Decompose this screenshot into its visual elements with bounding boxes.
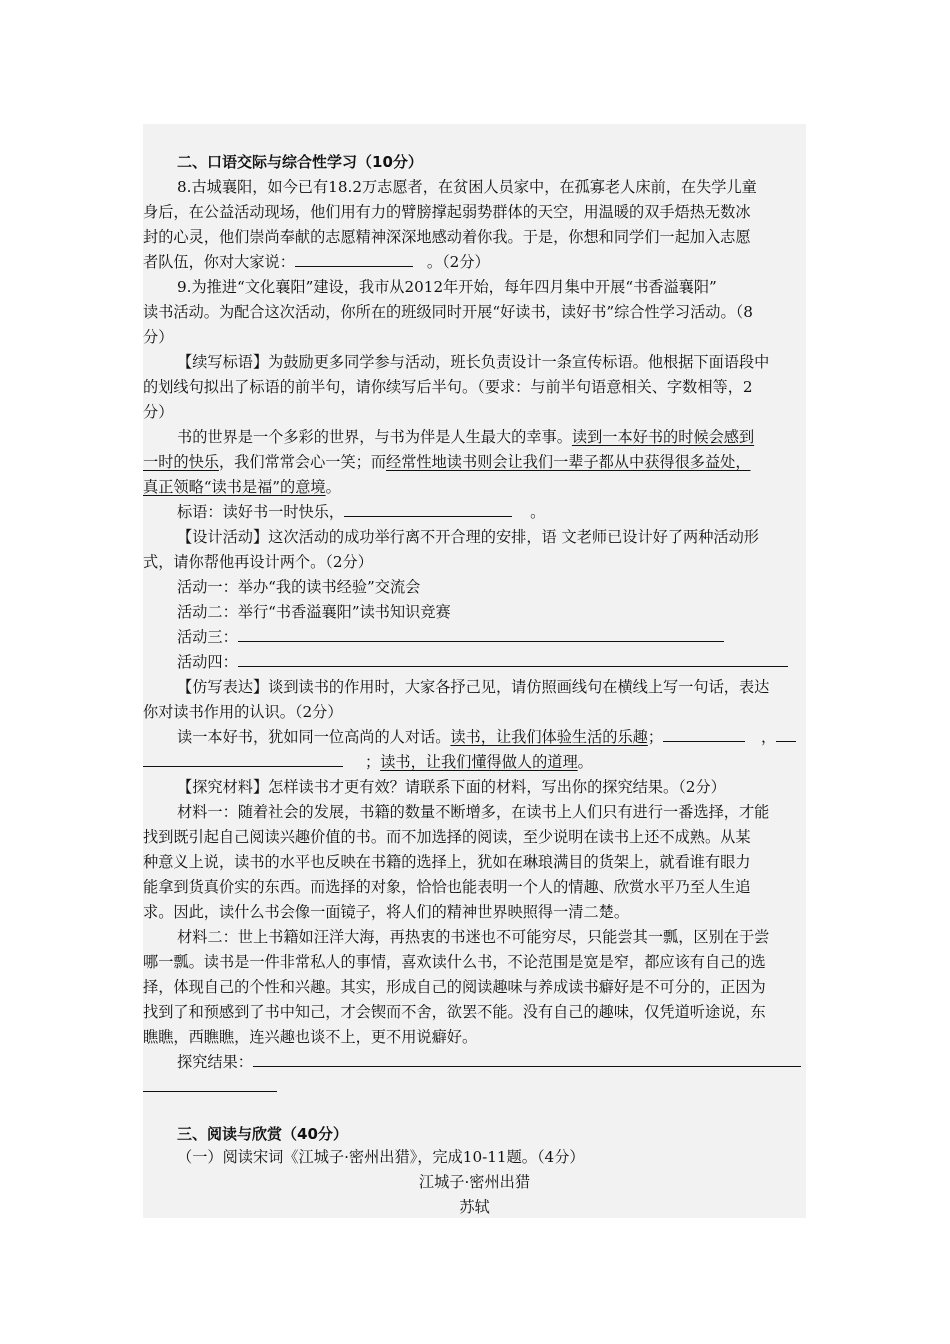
poem-author: 苏轼 — [459, 1198, 490, 1216]
imitate-model-sentence-1: 读书，让我们体验生活的乐趣 — [450, 728, 648, 746]
imitate-instr-1: 【仿写表达】谈到读书的作用时，大家各抒己见，请仿照画线句在横线上写一句话，表达 — [177, 678, 770, 696]
explore-result-blank[interactable] — [253, 1050, 801, 1067]
q9-line-1: 9.为推进“文化襄阳”建设，我市从2012年开始，每年四月集中开展“书香溢襄阳” — [177, 278, 717, 296]
q9-line-3: 分） — [143, 328, 174, 346]
imitate-model-sentence-2: 读书，让我们懂得做人的道理 — [380, 753, 578, 771]
imitate-line-1 — [143, 725, 840, 750]
slogan-answer-blank[interactable] — [344, 500, 512, 517]
slogan-prompt: 标语：读好书一时快乐， — [177, 503, 345, 521]
imitate-blank-2[interactable] — [143, 750, 343, 767]
q8-line-1: 8.古城襄阳，如今已有18.2万志愿者，在贫困人员家中，在孤寡老人床前，在失学儿童 — [177, 178, 757, 196]
q8-answer-blank[interactable] — [295, 250, 413, 267]
material-2-line-3: 择，体现自己的个性和兴趣。其实，形成自己的阅读趣味与养成读书癖好是不可分的，正因为 — [143, 978, 766, 996]
passage-text: 书的世界是一个多彩的世界，与书为伴是人生最大的幸事。 — [177, 428, 572, 446]
underlined-sentence-1: 读到一本好书的时候会感到 — [571, 428, 755, 446]
passage-text: ，我们常常会心一笑；而 — [218, 453, 386, 471]
underlined-sentence-2-end: 真正领略“读书是福”的意境 — [143, 478, 326, 496]
slogan-passage-3 — [143, 475, 806, 500]
imitate-text: 读一本好书，犹如同一位高尚的人对话。 — [177, 728, 451, 746]
material-2-line-2: 哪一瓢。读书是一件非常私人的事情，喜欢读什么书，不论范围是宽是窄，都应该有自己的选 — [143, 953, 766, 971]
slogan-passage-1 — [143, 425, 840, 450]
poem-title: 江城子·密州出猎 — [418, 1173, 531, 1191]
activity-4-blank[interactable] — [238, 650, 788, 667]
imitate-blank-1[interactable] — [663, 725, 745, 742]
section-3-title: 三、阅读与欣赏（40分） — [177, 1125, 348, 1143]
underlined-sentence-2: 经常性地读书则会让我们一辈子都从中获得很多益处， — [386, 453, 751, 471]
imitate-blank-2-start[interactable] — [776, 725, 796, 742]
activity-instr-1: 【设计活动】这次活动的成功举行离不开合理的安排，语 文老师已设计好了两种活动形 — [177, 528, 759, 546]
q9-line-2: 读书活动。为配合这次活动，你所在的班级同时开展“好读书，读好书”综合性学习活动。（8 — [143, 303, 753, 321]
activity-1: 活动一：举办“我的读书经验”交流会 — [177, 578, 421, 596]
section-3-subtitle: （一）阅读宋词《江城子·密州出猎》，完成10-11题。（4分） — [177, 1148, 585, 1166]
explore-title: 【探究材料】怎样读书才更有效？请联系下面的材料，写出你的探究结果。（2分） — [177, 778, 726, 796]
activity-instr-2: 式，请你帮他再设计两个。（2分） — [143, 553, 373, 571]
imitate-punct: ， — [761, 728, 777, 746]
q8-prompt: 者队伍，你对大家说： — [143, 253, 295, 271]
material-1-line-2: 找到既引起自己阅读兴趣价值的书。而不加选择的阅读，至少说明在读书上还不成熟。从某 — [143, 828, 751, 846]
slogan-period: 。 — [530, 503, 546, 521]
imitate-instr-2: 你对读书作用的认识。（2分） — [143, 703, 343, 721]
explore-result-label: 探究结果： — [177, 1053, 253, 1071]
material-2-line-1: 材料二：世上书籍如汪洋大海，再热衷的书迷也不可能穷尽，只能尝其一瓢，区别在于尝 — [177, 928, 770, 946]
slogan-instr-3: 分） — [143, 403, 174, 421]
slogan-answer-line — [143, 500, 840, 525]
activity-3-line — [143, 625, 840, 650]
q8-line-3: 封的心灵，他们崇尚奉献的志愿精神深深地感动着你我。于是，你想和同学们一起加入志愿 — [143, 228, 751, 246]
material-1-line-3: 种意义上说，读书的水平也反映在书籍的选择上，犹如在琳琅满目的货架上，就看谁有眼力 — [143, 853, 751, 871]
activity-4-label: 活动四： — [177, 653, 238, 671]
underlined-sentence-1-end: 一时的快乐 — [143, 453, 219, 471]
passage-text: 。 — [325, 478, 341, 496]
explore-result-line — [143, 1050, 840, 1075]
q8-score: 。（2分） — [426, 253, 490, 271]
imitate-punct: ； — [365, 753, 381, 771]
slogan-passage-2 — [143, 450, 806, 475]
slogan-instr-1: 【续写标语】为鼓励更多同学参与活动，班长负责设计一条宣传标语。他根据下面语段中 — [177, 353, 770, 371]
activity-4-line — [143, 650, 840, 675]
material-1-line-4: 能拿到货真价实的东西。而选择的对象，恰恰也能表明一个人的情趣、欣赏水平乃至人生追 — [143, 878, 751, 896]
activity-3-blank[interactable] — [238, 625, 724, 642]
imitate-line-2 — [143, 750, 806, 775]
material-1-line-1: 材料一：随着社会的发展，书籍的数量不断增多，在读书上人们只有进行一番选择，才能 — [177, 803, 770, 821]
explore-result-blank-2[interactable] — [143, 1075, 277, 1092]
q8-line-2: 身后，在公益活动现场，他们用有力的臂膀撑起弱势群体的天空，用温暖的双手焐热无数冰 — [143, 203, 751, 221]
imitate-punct: ； — [647, 728, 663, 746]
material-2-line-4: 找到了和预感到了书中知己，才会锲而不舍，欲罢不能。没有自己的趣味，仅凭道听途说，东 — [143, 1003, 766, 1021]
q8-line-4 — [143, 250, 806, 275]
activity-2: 活动二：举行“书香溢襄阳”读书知识竞赛 — [177, 603, 451, 621]
activity-3-label: 活动三： — [177, 628, 238, 646]
section-2-title: 二、口语交际与综合性学习（10分） — [177, 153, 423, 171]
imitate-punct: 。 — [577, 753, 593, 771]
explore-result-line-2 — [143, 1075, 806, 1100]
material-1-line-5: 求。因此，读什么书会像一面镜子，将人们的精神世界映照得一清二楚。 — [143, 903, 629, 921]
material-2-line-5: 瞧瞧，西瞧瞧，连兴趣也谈不上，更不用说癖好。 — [143, 1028, 478, 1046]
slogan-instr-2: 的划线句拟出了标语的前半句，请你续写后半句。（要求：与前半句语意相关、字数相等，2 — [143, 378, 753, 396]
